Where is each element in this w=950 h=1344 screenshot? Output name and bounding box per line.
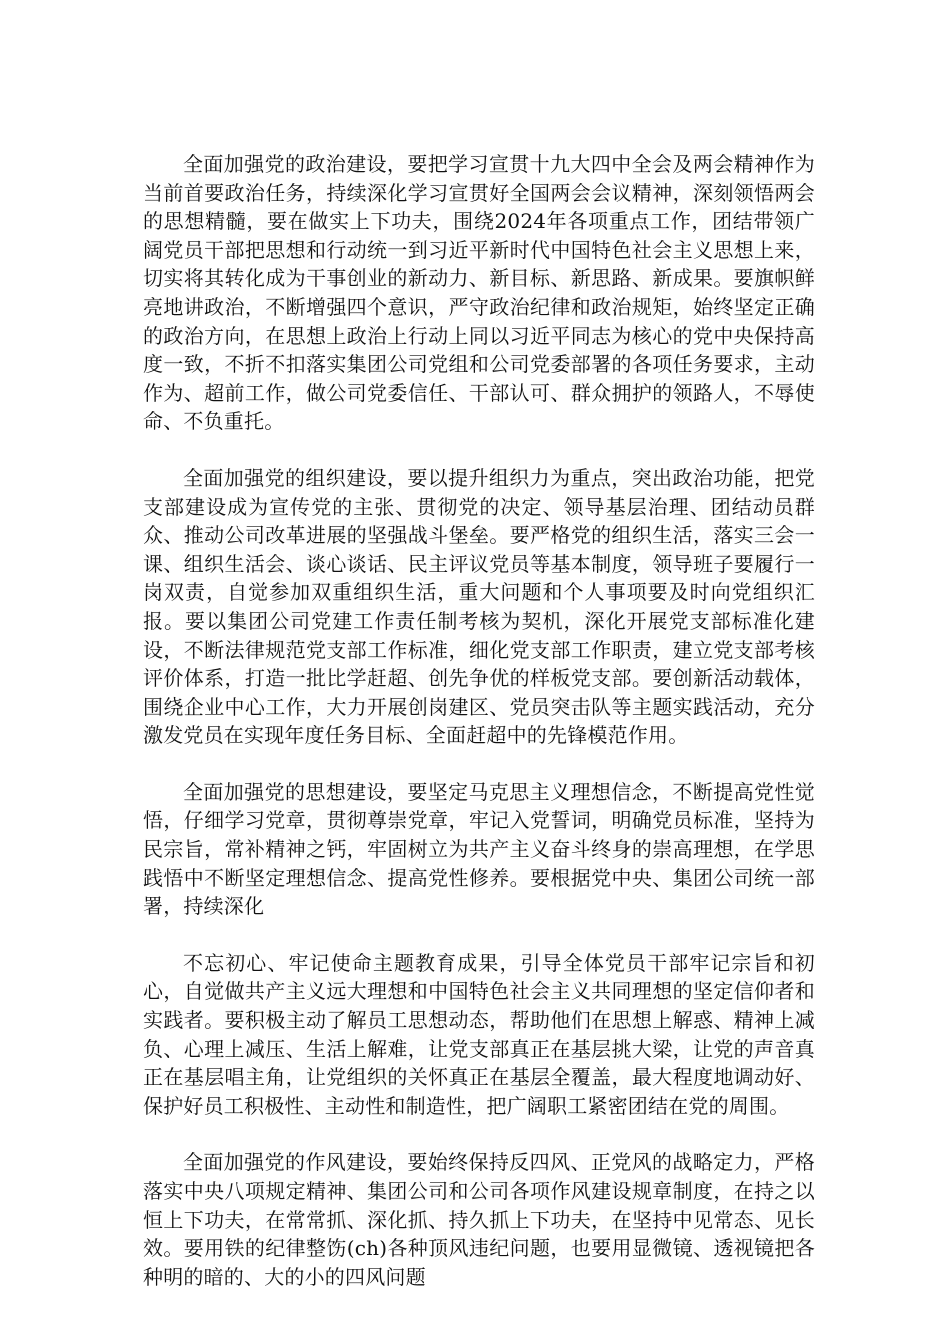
paragraph-work-style-building: 全面加强党的作风建设，要始终保持反四风、正党风的战略定力，严格落实中央八项规定精神、集团公司和公司各项作风建设规章制度，在持之以恒上下功夫，在常常抓、深化抓、持久抓上下功夫，在坚持中见常态、见长效。要用铁的纪律整饬(ch)各种顶风违纪问题，也要用显微镜、透视镜把各种明的暗的、大的小的四风问题: [143, 1150, 815, 1289]
paragraph-ideological-building: 全面加强党的思想建设，要坚定马克思主义理想信念，不断提高党性觉悟，仔细学习党章，贯彻尊崇党章，牢记入党誓词，明确党员标准，坚持为民宗旨，常补精神之钙，牢固树立为共产主义奋斗终身的崇高理想，在学思践悟中不断坚定理想信念、提高党性修养。要根据党中央、集团公司统一部署，持续深化: [143, 779, 815, 919]
paragraph-organizational-building: 全面加强党的组织建设，要以提升组织力为重点，突出政治功能，把党支部建设成为宣传党的主张、贯彻党的决定、领导基层治理、团结动员群众、推动公司改革进展的坚强战斗堡垒。要严格党的组织生活，落实三会一课、组织生活会、谈心谈话、民主评议党员等基本制度，领导班子要履行一岗双责，自觉参加双重组织生活，重大问题和个人事项要及时向党组织汇报。要以集团公司党建工作责任制考核为契机，深化开展党支部标准化建设，不断法律规范党支部工作标准，细化党支部工作职责，建立党支部考核评价体系，打造一批比学赶超、创先争优的样板党支部。要创新活动载体，围绕企业中心工作，大力开展创岗建区、党员突击队等主题实践活动，充分激发党员在实现年度任务目标、全面赶超中的先锋模范作用。: [143, 465, 815, 748]
document-body: [143, 150, 815, 1319]
paragraph-original-aspiration: 不忘初心、牢记使命主题教育成果，引导全体党员干部牢记宗旨和初心，自觉做共产主义远大理想和中国特色社会主义共同理想的坚定信仰者和实践者。要积极主动了解员工思想动态，帮助他们在思想上解惑、精神上减负、心理上减压、生活上解难，让党支部真正在基层挑大梁，让党的声音真正在基层唱主角，让党组织的关怀真正在基层全覆盖，最大程度地调动好、保护好员工积极性、主动性和制造性，把广阔职工紧密团结在党的周围。: [143, 950, 815, 1118]
paragraph-political-building: 全面加强党的政治建设，要把学习宣贯十九大四中全会及两会精神作为当前首要政治任务，持续深化学习宣贯好全国两会会议精神，深刻领悟两会的思想精髓，要在做实上下功夫，围绕2024年各项重点工作，团结带领广阔党员干部把思想和行动统一到习近平新时代中国特色社会主义思想上来，切实将其转化成为干事创业的新动力、新目标、新思路、新成果。要旗帜鲜亮地讲政治，不断增强四个意识，严守政治纪律和政治规矩，始终坚定正确的政治方向，在思想上政治上行动上同以习近平同志为核心的党中央保持高度一致，不折不扣落实集团公司党组和公司党委部署的各项任务要求，主动作为、超前工作，做公司党委信任、干部认可、群众拥护的领路人，不辱使命、不负重托。: [143, 152, 815, 434]
